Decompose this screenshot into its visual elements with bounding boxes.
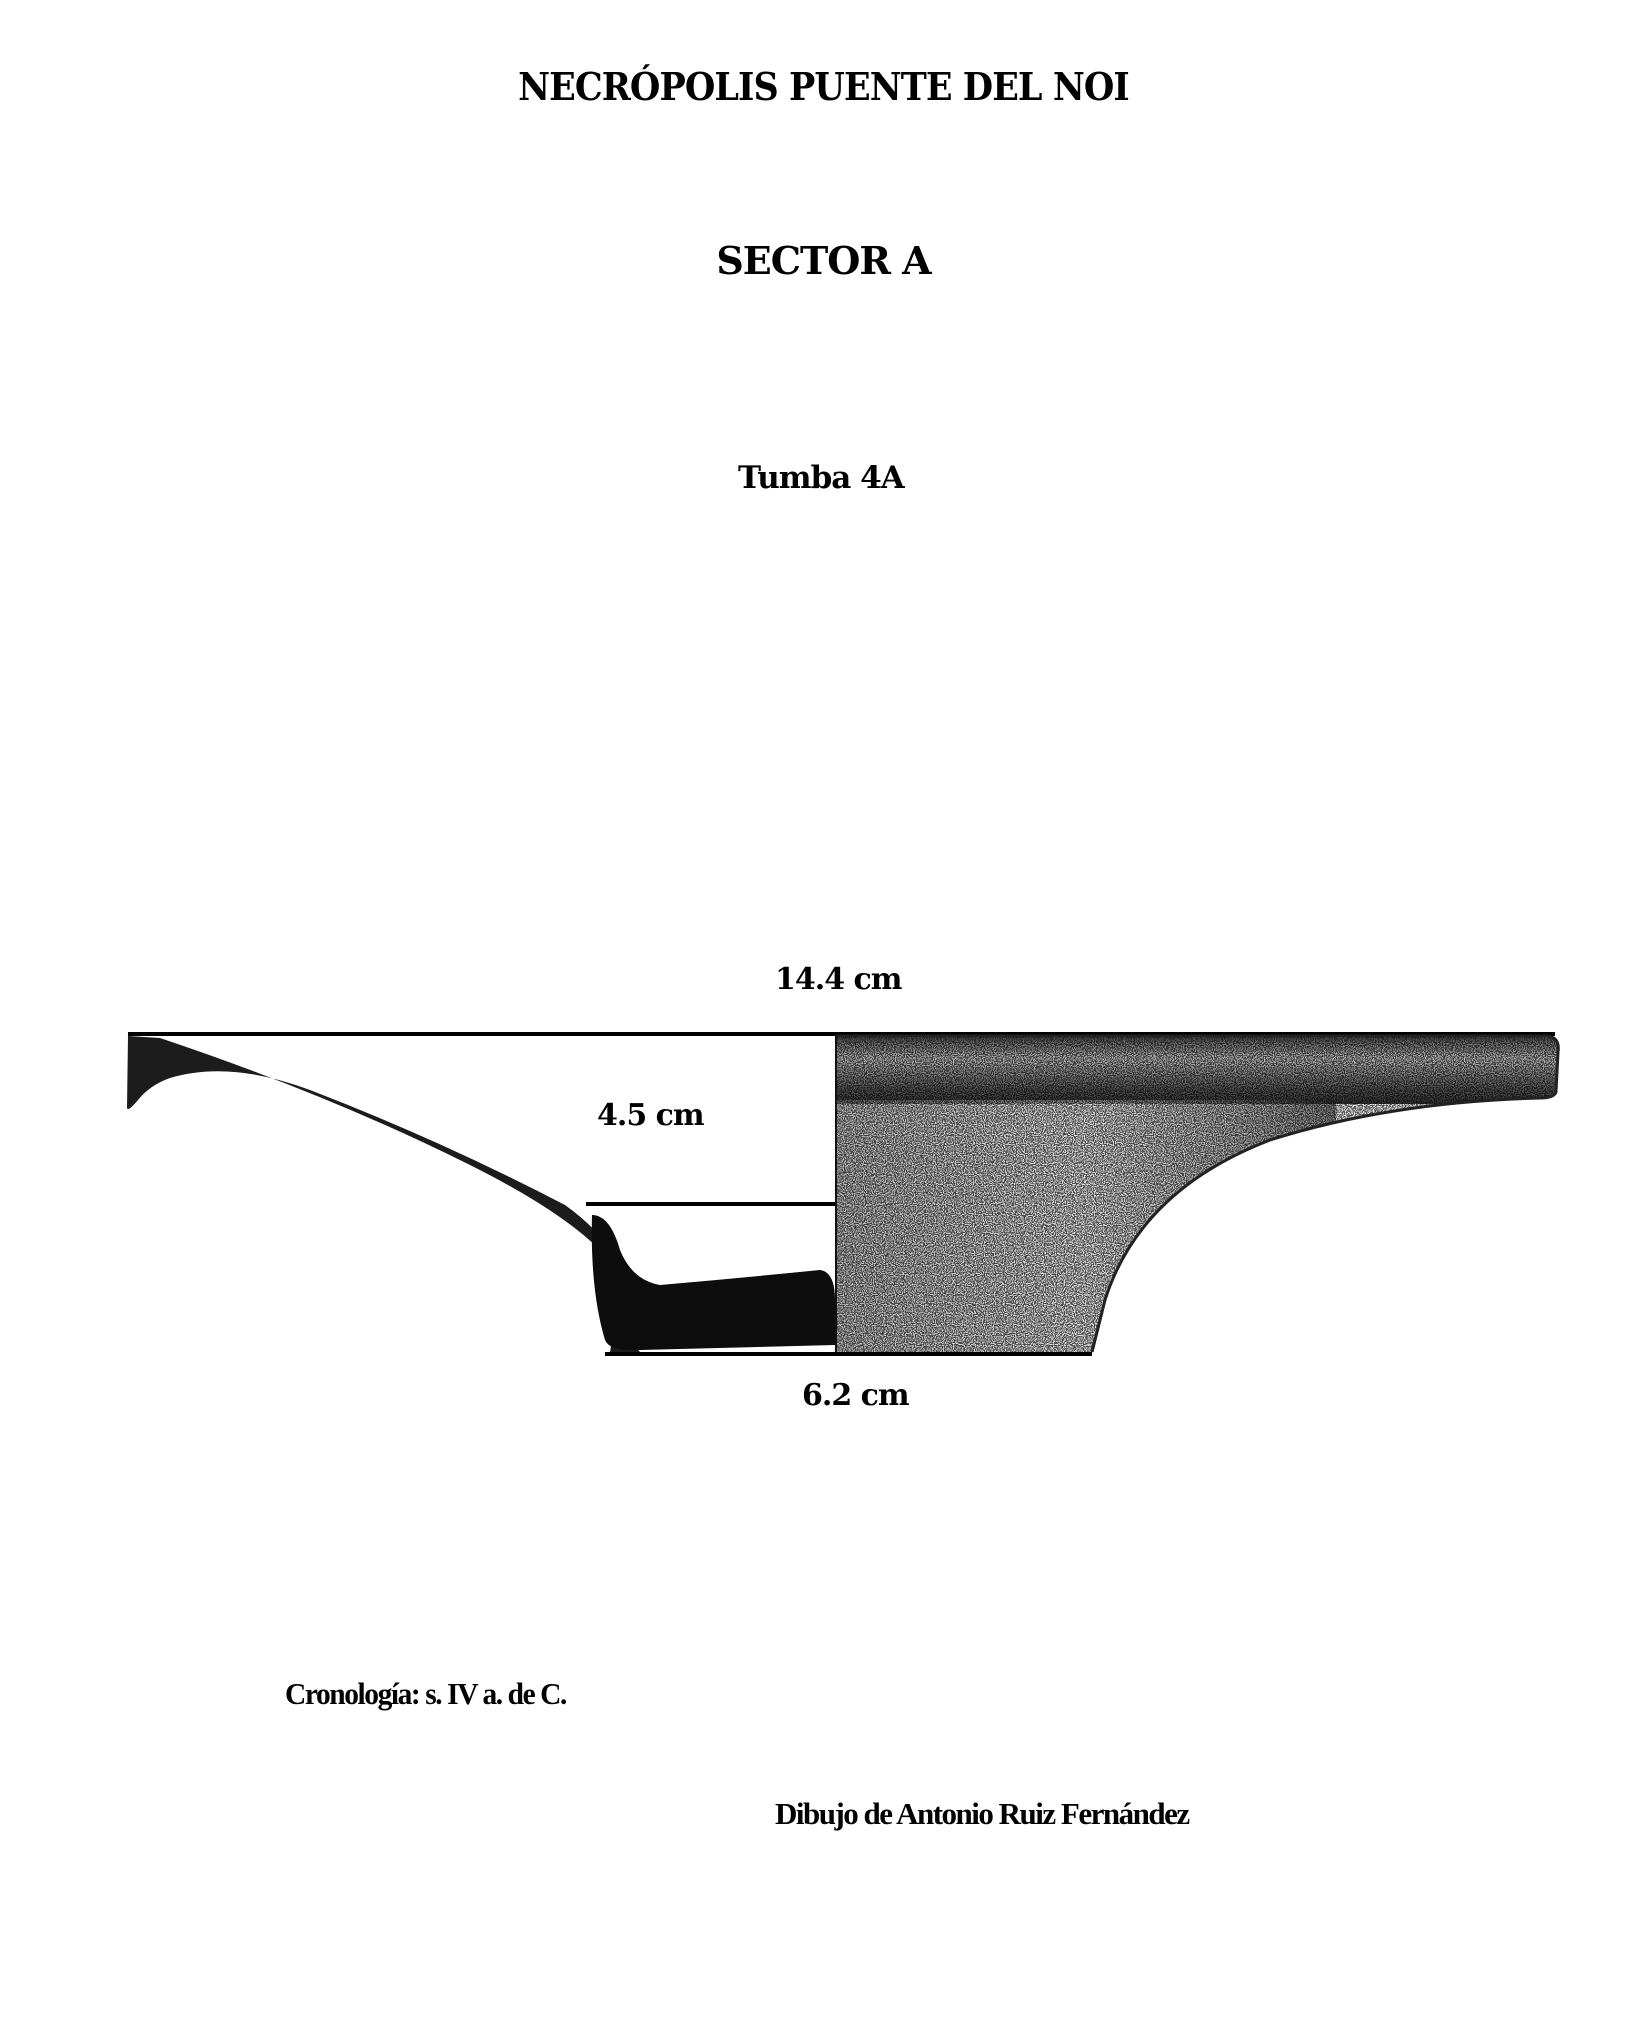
height-label: 4.5 cm bbox=[597, 1098, 704, 1133]
exterior-view bbox=[836, 1034, 1566, 1355]
sector-heading: SECTOR A bbox=[716, 238, 931, 283]
base-diameter-label: 6.2 cm bbox=[802, 1378, 909, 1413]
section-profile bbox=[127, 1036, 640, 1352]
section-base bbox=[592, 1215, 835, 1350]
document-title: NECRÓPOLIS PUENTE DEL NOI bbox=[518, 64, 1129, 109]
chronology-text: Cronología: s. IV a. de C. bbox=[285, 1676, 566, 1711]
rim-diameter-label: 14.4 cm bbox=[775, 962, 902, 997]
drawing-credit: Dibujo de Antonio Ruiz Fernández bbox=[775, 1796, 1189, 1831]
tomb-label: Tumba 4A bbox=[738, 460, 904, 496]
